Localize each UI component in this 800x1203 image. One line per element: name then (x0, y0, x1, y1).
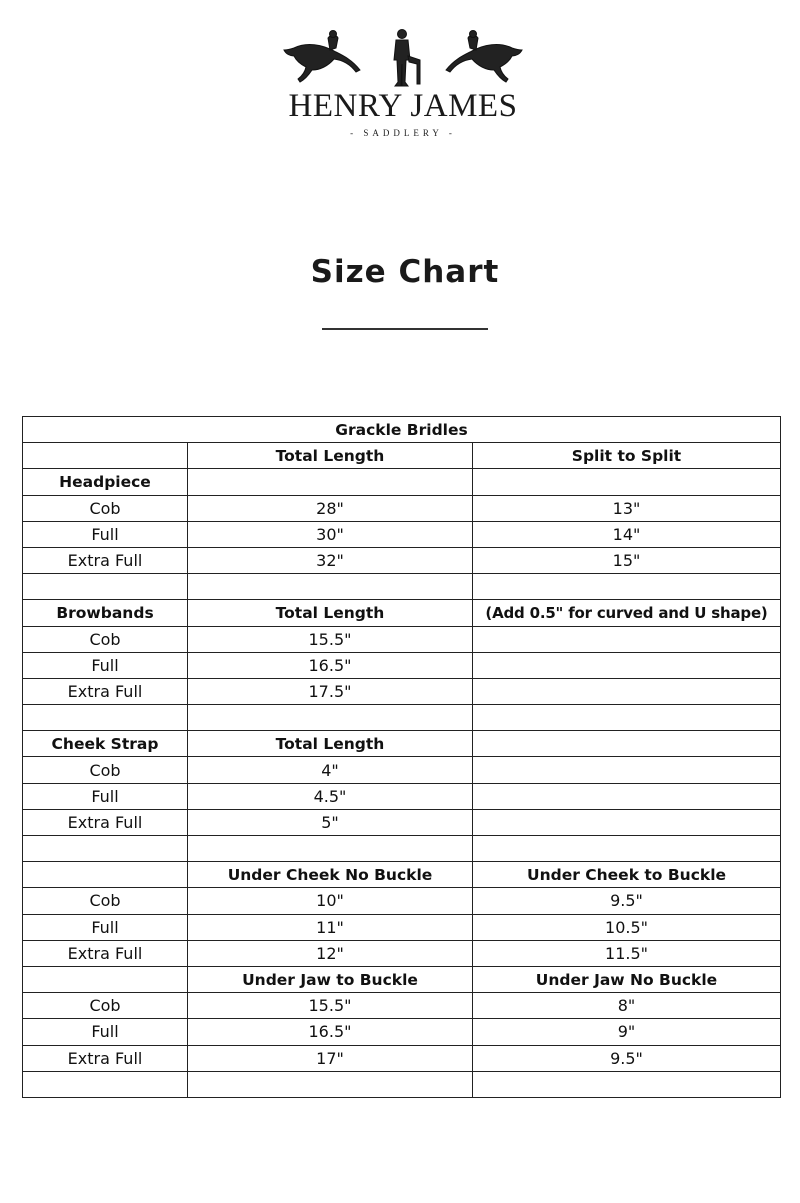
table-cell (23, 1071, 188, 1097)
table-cell: 9" (473, 1019, 781, 1045)
title-divider (322, 328, 488, 330)
table-cell: Headpiece (23, 469, 188, 495)
table-cell: Full (23, 1019, 188, 1045)
table-cell (473, 626, 781, 652)
table-cell (473, 836, 781, 862)
table-cell: Cob (23, 495, 188, 521)
table-row (23, 836, 781, 862)
table-cell: Under Cheek to Buckle (473, 862, 781, 888)
table-cell (23, 574, 188, 600)
table-cell: 17" (188, 1045, 473, 1071)
table-cell: Cob (23, 888, 188, 914)
page-title: Size Chart (310, 254, 500, 290)
table-row (23, 993, 781, 1019)
table-cell: 16.5" (188, 652, 473, 678)
size-chart-table (22, 416, 781, 1098)
table-row (23, 652, 781, 678)
table-cell: 15" (473, 547, 781, 573)
table-cell: Total Length (188, 731, 473, 757)
table-cell (473, 757, 781, 783)
table-cell: 13" (473, 495, 781, 521)
brand-subtitle: - SADDLERY - (350, 128, 456, 138)
table-row (23, 966, 781, 992)
table-header-cell: Total Length (188, 443, 473, 469)
table-row (23, 626, 781, 652)
table-cell (473, 809, 781, 835)
table-cell (473, 705, 781, 731)
table-cell: Browbands (23, 600, 188, 626)
table-cell: (Add 0.5" for curved and U shape) (473, 600, 781, 626)
table-header-row (23, 443, 781, 469)
table-title: Grackle Bridles (23, 417, 781, 443)
table-row (23, 1019, 781, 1045)
table-row (23, 495, 781, 521)
table-row (23, 731, 781, 757)
table-row (23, 862, 781, 888)
table-cell: 10.5" (473, 914, 781, 940)
table-cell (23, 966, 188, 992)
table-cell: Cob (23, 626, 188, 652)
table-cell (23, 862, 188, 888)
table-cell: Extra Full (23, 678, 188, 704)
table-cell (188, 705, 473, 731)
table-cell (473, 574, 781, 600)
table-cell: Cheek Strap (23, 731, 188, 757)
table-header-cell (23, 443, 188, 469)
table-cell (188, 574, 473, 600)
table-row (23, 1071, 781, 1097)
table-cell: 11" (188, 914, 473, 940)
table-cell: 30" (188, 521, 473, 547)
table-cell: 9.5" (473, 888, 781, 914)
table-row (23, 783, 781, 809)
brand-name: HENRY JAMES (288, 88, 518, 124)
table-cell: Under Cheek No Buckle (188, 862, 473, 888)
table-row (23, 547, 781, 573)
brand-logo (278, 26, 528, 146)
table-cell (473, 652, 781, 678)
table-cell (473, 678, 781, 704)
table-cell: 4.5" (188, 783, 473, 809)
table-cell: 16.5" (188, 1019, 473, 1045)
table-row (23, 469, 781, 495)
table-cell: 8" (473, 993, 781, 1019)
table-row (23, 757, 781, 783)
table-cell (473, 469, 781, 495)
table-cell: Full (23, 914, 188, 940)
table-cell (188, 469, 473, 495)
table-row (23, 705, 781, 731)
table-row (23, 888, 781, 914)
table-cell: 32" (188, 547, 473, 573)
table-row (23, 940, 781, 966)
table-cell (23, 836, 188, 862)
table-row (23, 574, 781, 600)
table-cell (188, 1071, 473, 1097)
table-cell (473, 1071, 781, 1097)
table-cell: Full (23, 521, 188, 547)
table-cell: 4" (188, 757, 473, 783)
table-row (23, 678, 781, 704)
table-cell: Full (23, 783, 188, 809)
table-cell: 15.5" (188, 993, 473, 1019)
table-cell: 5" (188, 809, 473, 835)
table-cell: 14" (473, 521, 781, 547)
table-cell: 15.5" (188, 626, 473, 652)
table-row (23, 809, 781, 835)
table-cell: Cob (23, 993, 188, 1019)
table-title-row (23, 417, 781, 443)
table-cell (473, 783, 781, 809)
table-row (23, 521, 781, 547)
table-cell: 9.5" (473, 1045, 781, 1071)
table-row (23, 1045, 781, 1071)
table-row (23, 914, 781, 940)
horse-rider-emblem (278, 26, 528, 96)
table-cell: 12" (188, 940, 473, 966)
table-cell: 17.5" (188, 678, 473, 704)
table-row (23, 600, 781, 626)
table-cell (188, 836, 473, 862)
table-cell: 11.5" (473, 940, 781, 966)
table-header-cell: Split to Split (473, 443, 781, 469)
table-cell: Extra Full (23, 1045, 188, 1071)
table-cell: Total Length (188, 600, 473, 626)
table-cell: Cob (23, 757, 188, 783)
table-cell: Extra Full (23, 547, 188, 573)
table-cell: Extra Full (23, 809, 188, 835)
table-cell (23, 705, 188, 731)
table-cell: Under Jaw to Buckle (188, 966, 473, 992)
table-cell: 28" (188, 495, 473, 521)
table-cell: Full (23, 652, 188, 678)
table-cell: Extra Full (23, 940, 188, 966)
table-cell: Under Jaw No Buckle (473, 966, 781, 992)
table-cell (473, 731, 781, 757)
table-cell: 10" (188, 888, 473, 914)
